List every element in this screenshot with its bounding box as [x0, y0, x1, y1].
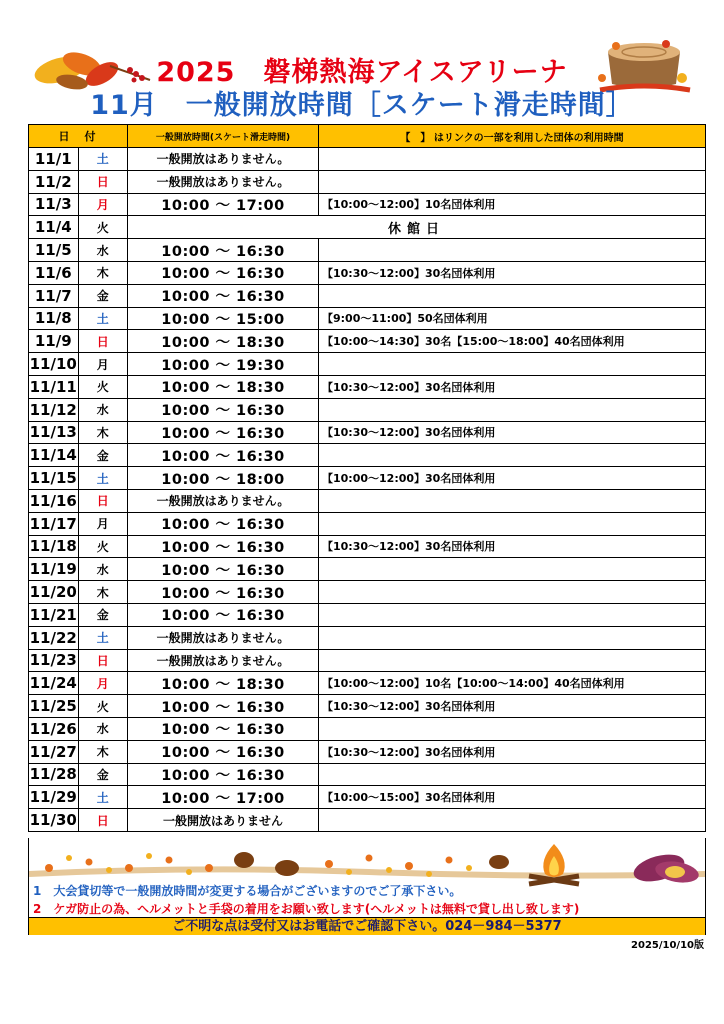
- row-weekday: 土: [78, 148, 128, 171]
- row-hours: 10:00 ～ 16:30: [128, 261, 319, 284]
- row-date: 11/29: [29, 786, 79, 809]
- row-hours: 一般開放はありません。: [128, 649, 319, 672]
- table-row: [29, 170, 706, 193]
- table-row: [29, 375, 706, 398]
- table-row: [29, 672, 706, 695]
- table-row: [29, 603, 706, 626]
- row-weekday: 月: [78, 353, 128, 376]
- table-row: [29, 398, 706, 421]
- row-date: 11/21: [29, 603, 79, 626]
- row-weekday: 月: [78, 512, 128, 535]
- row-date: 11/3: [29, 193, 79, 216]
- row-note: [319, 809, 706, 832]
- row-hours: 一般開放はありません。: [128, 626, 319, 649]
- row-hours: 一般開放はありません: [128, 809, 319, 832]
- row-weekday: 木: [78, 740, 128, 763]
- schedule-table: [28, 124, 706, 832]
- row-note: 【10:00～14:30】30名【15:00～18:00】40名団体利用: [319, 330, 706, 353]
- row-weekday: 金: [78, 603, 128, 626]
- table-row: [29, 307, 706, 330]
- header-date: 日 付: [29, 125, 128, 148]
- row-note: [319, 170, 706, 193]
- row-weekday: 日: [78, 170, 128, 193]
- row-note: 【10:00～12:00】30名団体利用: [319, 467, 706, 490]
- table-row: [29, 330, 706, 353]
- row-date: 11/14: [29, 444, 79, 467]
- table-row: [29, 421, 706, 444]
- row-date: 11/11: [29, 375, 79, 398]
- row-date: 11/16: [29, 489, 79, 512]
- table-row: [29, 261, 706, 284]
- row-weekday: 水: [78, 398, 128, 421]
- row-date: 11/2: [29, 170, 79, 193]
- row-date: 11/20: [29, 581, 79, 604]
- footer: [28, 838, 706, 935]
- row-note: [319, 489, 706, 512]
- row-hours: 10:00 ～ 19:30: [128, 353, 319, 376]
- row-hours: 10:00 ～ 18:00: [128, 467, 319, 490]
- row-hours: 10:00 ～ 16:30: [128, 239, 319, 262]
- row-note: [319, 717, 706, 740]
- row-date: 11/26: [29, 717, 79, 740]
- row-note: [319, 626, 706, 649]
- row-hours: 10:00 ～ 16:30: [128, 535, 319, 558]
- row-weekday: 火: [78, 216, 128, 239]
- row-note: [319, 763, 706, 786]
- row-weekday: 木: [78, 421, 128, 444]
- row-note: [319, 444, 706, 467]
- table-row: [29, 216, 706, 239]
- row-date: 11/4: [29, 216, 79, 239]
- row-note: 【9:00～11:00】50名団体利用: [319, 307, 706, 330]
- table-row: [29, 512, 706, 535]
- row-hours: 10:00 ～ 17:00: [128, 193, 319, 216]
- row-weekday: 木: [78, 261, 128, 284]
- edition-date: 2025/10/10版: [631, 940, 704, 951]
- table-row: [29, 740, 706, 763]
- table-row: [29, 717, 706, 740]
- row-date: 11/18: [29, 535, 79, 558]
- row-hours: 10:00 ～ 18:30: [128, 330, 319, 353]
- table-row: [29, 558, 706, 581]
- table-row: [29, 193, 706, 216]
- table-row: [29, 239, 706, 262]
- row-hours: 10:00 ～ 16:30: [128, 421, 319, 444]
- row-weekday: 土: [78, 626, 128, 649]
- table-row: [29, 695, 706, 718]
- table-row: [29, 786, 706, 809]
- row-note: [319, 558, 706, 581]
- row-date: 11/17: [29, 512, 79, 535]
- table-row: [29, 489, 706, 512]
- row-date: 11/30: [29, 809, 79, 832]
- row-hours: 一般開放はありません。: [128, 170, 319, 193]
- row-hours: 10:00 ～ 18:30: [128, 672, 319, 695]
- row-date: 11/22: [29, 626, 79, 649]
- row-note: 【10:30～12:00】30名団体利用: [319, 535, 706, 558]
- row-hours: 10:00 ～ 18:30: [128, 375, 319, 398]
- row-weekday: 日: [78, 649, 128, 672]
- row-weekday: 火: [78, 535, 128, 558]
- row-date: 11/23: [29, 649, 79, 672]
- row-weekday: 土: [78, 786, 128, 809]
- table-row: [29, 763, 706, 786]
- row-weekday: 金: [78, 284, 128, 307]
- row-hours: 10:00 ～ 16:30: [128, 284, 319, 307]
- row-date: 11/12: [29, 398, 79, 421]
- row-date: 11/27: [29, 740, 79, 763]
- row-note: 【10:30～12:00】30名団体利用: [319, 375, 706, 398]
- contact-bar: ご不明な点は受付又はお電話でご確認下さい。024－984－5377: [29, 917, 705, 935]
- row-weekday: 火: [78, 375, 128, 398]
- table-row: [29, 809, 706, 832]
- row-date: 11/1: [29, 148, 79, 171]
- row-date: 11/15: [29, 467, 79, 490]
- table-row: [29, 581, 706, 604]
- row-weekday: 水: [78, 717, 128, 740]
- row-weekday: 金: [78, 763, 128, 786]
- row-weekday: 土: [78, 467, 128, 490]
- note-schedule-change: 1 大会貸切等で一般開放時間が変更する場合がございますのでご了承下さい。: [33, 884, 462, 898]
- table-row: [29, 148, 706, 171]
- page-title: 2025 磐梯熱海アイスアリーナ: [156, 57, 568, 88]
- table-header-row: [29, 125, 706, 148]
- row-note: [319, 581, 706, 604]
- row-hours: 一般開放はありません。: [128, 489, 319, 512]
- row-note: [319, 239, 706, 262]
- row-date: 11/9: [29, 330, 79, 353]
- table-row: [29, 353, 706, 376]
- campfire-icon: [519, 840, 589, 888]
- row-weekday: 月: [78, 672, 128, 695]
- row-note: 【10:30～12:00】30名団体利用: [319, 261, 706, 284]
- row-note: [319, 148, 706, 171]
- row-note: [319, 603, 706, 626]
- table-row: [29, 467, 706, 490]
- row-hours: 10:00 ～ 17:00: [128, 786, 319, 809]
- table-row: [29, 444, 706, 467]
- row-date: 11/8: [29, 307, 79, 330]
- header-notes: 【 】 はリンクの一部を利用した団体の利用時間: [319, 125, 706, 148]
- note-helmet: 2 ケガ防止の為、ヘルメットと手袋の着用をお願い致します(ヘルメットは無料で貸し出し致します): [33, 902, 580, 916]
- row-hours: 10:00 ～ 16:30: [128, 444, 319, 467]
- row-hours: 10:00 ～ 16:30: [128, 603, 319, 626]
- row-closed: 休館日: [128, 216, 706, 239]
- row-note: [319, 353, 706, 376]
- row-date: 11/24: [29, 672, 79, 695]
- row-note: 【10:00～12:00】10名【10:00～14:00】40名団体利用: [319, 672, 706, 695]
- row-weekday: 火: [78, 695, 128, 718]
- header-hours: 一般開放時間(スケート滑走時間): [128, 125, 319, 148]
- row-hours: 10:00 ～ 16:30: [128, 558, 319, 581]
- table-row: [29, 284, 706, 307]
- row-date: 11/28: [29, 763, 79, 786]
- chestnut-strip-icon: [29, 838, 705, 882]
- row-weekday: 金: [78, 444, 128, 467]
- row-hours: 10:00 ～ 16:30: [128, 581, 319, 604]
- row-date: 11/10: [29, 353, 79, 376]
- row-hours: 10:00 ～ 15:00: [128, 307, 319, 330]
- table-row: [29, 626, 706, 649]
- row-note: [319, 284, 706, 307]
- row-date: 11/19: [29, 558, 79, 581]
- row-note: 【10:30～12:00】30名団体利用: [319, 421, 706, 444]
- row-note: 【10:00～12:00】10名団体利用: [319, 193, 706, 216]
- row-hours: 10:00 ～ 16:30: [128, 398, 319, 421]
- table-row: [29, 535, 706, 558]
- row-weekday: 日: [78, 489, 128, 512]
- row-note: 【10:30～12:00】30名団体利用: [319, 695, 706, 718]
- row-weekday: 日: [78, 809, 128, 832]
- row-weekday: 木: [78, 581, 128, 604]
- table-row: [29, 649, 706, 672]
- row-date: 11/25: [29, 695, 79, 718]
- row-hours: 10:00 ～ 16:30: [128, 717, 319, 740]
- row-date: 11/7: [29, 284, 79, 307]
- row-date: 11/6: [29, 261, 79, 284]
- page-subtitle: 11月 一般開放時間［スケート滑走時間］: [90, 90, 634, 121]
- row-hours: 10:00 ～ 16:30: [128, 695, 319, 718]
- row-weekday: 日: [78, 330, 128, 353]
- row-weekday: 水: [78, 558, 128, 581]
- row-note: [319, 649, 706, 672]
- sweet-potato-icon: [629, 846, 701, 886]
- row-note: 【10:30～12:00】30名団体利用: [319, 740, 706, 763]
- row-date: 11/5: [29, 239, 79, 262]
- row-hours: 10:00 ～ 16:30: [128, 512, 319, 535]
- row-note: [319, 512, 706, 535]
- row-hours: 一般開放はありません。: [128, 148, 319, 171]
- row-hours: 10:00 ～ 16:30: [128, 763, 319, 786]
- row-date: 11/13: [29, 421, 79, 444]
- row-weekday: 土: [78, 307, 128, 330]
- row-weekday: 水: [78, 239, 128, 262]
- row-weekday: 月: [78, 193, 128, 216]
- row-note: 【10:00～15:00】30名団体利用: [319, 786, 706, 809]
- row-note: [319, 398, 706, 421]
- row-hours: 10:00 ～ 16:30: [128, 740, 319, 763]
